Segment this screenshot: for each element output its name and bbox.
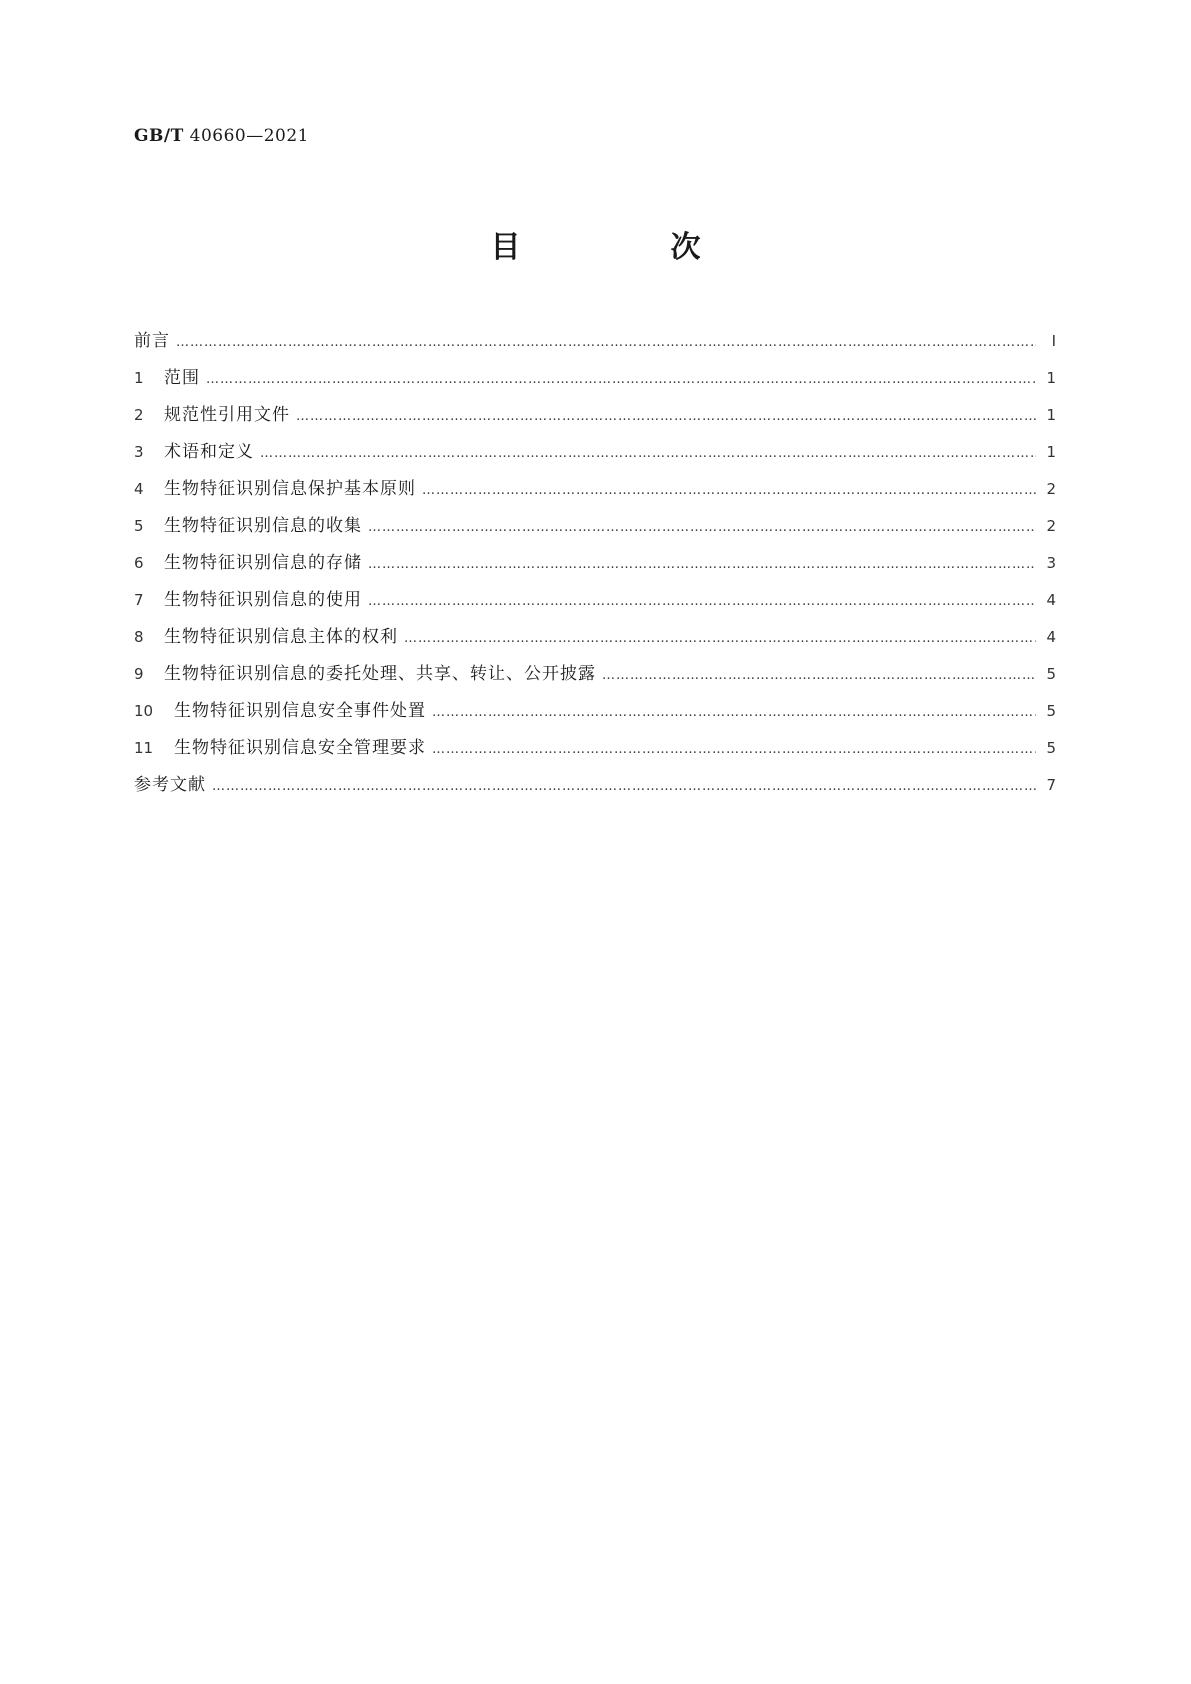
dot-leader: [422, 483, 1036, 498]
toc-entry-label: 术语和定义: [164, 442, 254, 462]
toc-entry-number: 1: [134, 369, 144, 387]
toc-entry-number: 10: [134, 702, 154, 720]
toc-entry-number: 11: [134, 739, 154, 757]
dot-leader: [206, 372, 1036, 387]
toc-entry-9[interactable]: [134, 659, 1056, 696]
toc-entry-page: 2: [1046, 480, 1056, 498]
dot-leader: [432, 742, 1036, 757]
dot-leader: [404, 631, 1036, 646]
dot-leader: [212, 779, 1036, 794]
dot-leader: [296, 409, 1036, 424]
toc-entry-6[interactable]: [134, 548, 1056, 585]
toc-entry-label: 生物特征识别信息保护基本原则: [164, 479, 416, 499]
toc-entry-page: Ⅰ: [1051, 332, 1056, 350]
toc-entry-number: 8: [134, 628, 144, 646]
toc-entry-5[interactable]: [134, 511, 1056, 548]
toc-title: 目 次: [490, 230, 761, 265]
dot-leader: [260, 446, 1036, 461]
toc-entry-number: 2: [134, 406, 144, 424]
table-of-contents: [134, 326, 1056, 807]
toc-entry-number: 6: [134, 554, 144, 572]
dot-leader: [368, 594, 1036, 609]
toc-entry-8[interactable]: [134, 622, 1056, 659]
dot-leader: [368, 557, 1036, 572]
toc-entry-1[interactable]: [134, 363, 1056, 400]
toc-entry-page: 5: [1046, 702, 1056, 720]
toc-entry-label: 范围: [164, 368, 200, 388]
toc-entry-number: 3: [134, 443, 144, 461]
toc-entry-2[interactable]: [134, 400, 1056, 437]
toc-entry-number: 4: [134, 480, 144, 498]
toc-entry-11[interactable]: [134, 733, 1056, 770]
toc-entry-number: 9: [134, 665, 144, 683]
toc-entry-7[interactable]: [134, 585, 1056, 622]
dot-leader: [602, 668, 1036, 683]
toc-entry-page: 1: [1046, 443, 1056, 461]
standard-prefix: GB/T: [134, 126, 184, 146]
toc-entry-label: 参考文献: [134, 775, 206, 795]
toc-entry-number: 5: [134, 517, 144, 535]
toc-entry-label: 生物特征识别信息的使用: [164, 590, 362, 610]
toc-entry-label: 生物特征识别信息安全管理要求: [174, 738, 426, 758]
toc-entry-number: 7: [134, 591, 144, 609]
toc-entry-page: 7: [1046, 776, 1056, 794]
toc-entry-page: 3: [1046, 554, 1056, 572]
toc-entry-label: 生物特征识别信息安全事件处置: [174, 701, 426, 721]
standard-number: 40660—2021: [189, 126, 309, 146]
toc-entry-page: 4: [1046, 628, 1056, 646]
toc-entry-label: 生物特征识别信息的收集: [164, 516, 362, 536]
toc-entry-10[interactable]: [134, 696, 1056, 733]
toc-entry-4[interactable]: [134, 474, 1056, 511]
toc-entry-foreword[interactable]: [134, 326, 1056, 363]
toc-entry-page: 4: [1046, 591, 1056, 609]
toc-entry-bibliography[interactable]: [134, 770, 1056, 807]
toc-entry-page: 5: [1046, 739, 1056, 757]
toc-entry-page: 2: [1046, 517, 1056, 535]
toc-entry-label: 前言: [134, 331, 170, 351]
toc-entry-label: 规范性引用文件: [164, 405, 290, 425]
toc-entry-label: 生物特征识别信息的委托处理、共享、转让、公开披露: [164, 664, 596, 684]
toc-entry-page: 1: [1046, 369, 1056, 387]
standard-designation: [134, 126, 309, 146]
dot-leader: [176, 335, 1036, 350]
dot-leader: [368, 520, 1036, 535]
toc-entry-page: 5: [1046, 665, 1056, 683]
toc-entry-label: 生物特征识别信息主体的权利: [164, 627, 398, 647]
toc-entry-3[interactable]: [134, 437, 1056, 474]
toc-entry-page: 1: [1046, 406, 1056, 424]
dot-leader: [432, 705, 1036, 720]
toc-entry-label: 生物特征识别信息的存储: [164, 553, 362, 573]
